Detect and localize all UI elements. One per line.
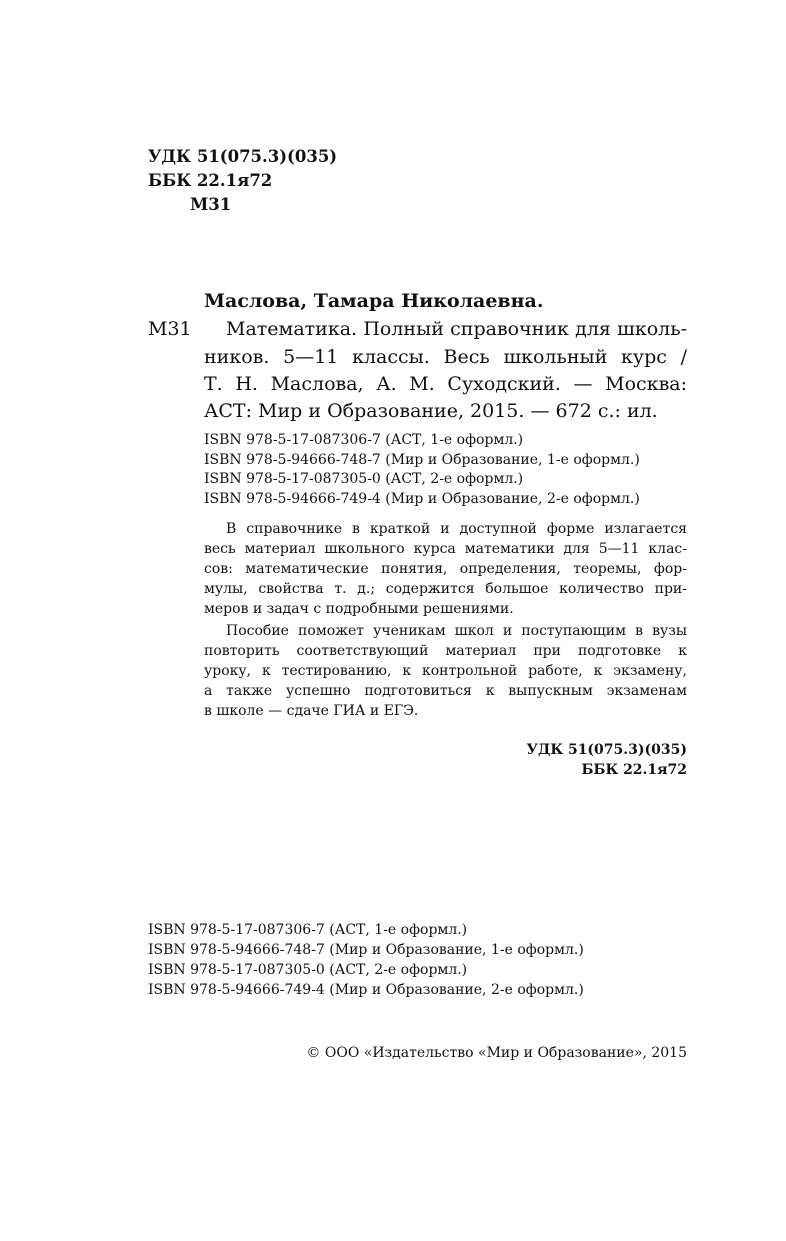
bottom-isbn: ISBN 978-5-17-087305-0 (АСТ, 2-е оформл.) [148, 962, 468, 978]
record-title-line: Т. Н. Маслова, А. М. Суходский. — Москва: [204, 373, 687, 395]
record-isbn: ISBN 978-5-17-087305-0 (АСТ, 2-е оформл.) [204, 471, 524, 487]
abstract-line: в школе — сдаче ГИА и ЕГЭ. [204, 703, 419, 719]
abstract-line: повторить соответствующий материал при подготовке к [204, 643, 687, 659]
bottom-isbn: ISBN 978-5-17-087306-7 (АСТ, 1-е оформл.) [148, 922, 468, 938]
record-isbn: ISBN 978-5-94666-748-7 (Мир и Образование, 1-е оформл.) [204, 452, 640, 468]
abstract-line: В справочнике в краткой и доступной форме излагается [226, 521, 687, 537]
record-udk: УДК 51(075.3)(035) [526, 742, 687, 758]
record-author: Маслова, Тамара Николаевна. [204, 290, 544, 312]
top-bbk: ББК 22.1я72 [148, 171, 273, 190]
bottom-isbn: ISBN 978-5-94666-749-4 (Мир и Образование, 2-е оформл.) [148, 982, 584, 998]
abstract-line: сов: математические понятия, определения, теоремы, фор- [204, 561, 687, 577]
top-udk: УДК 51(075.3)(035) [148, 147, 338, 166]
record-isbn: ISBN 978-5-94666-749-4 (Мир и Образование, 2-е оформл.) [204, 491, 640, 507]
record-author-mark: М31 [148, 318, 192, 340]
abstract-line: а также успешно подготовиться к выпускным экзаменам [204, 683, 687, 699]
abstract-line: мулы, свойства т. д.; содержится большое количество при- [204, 581, 687, 597]
bottom-isbn: ISBN 978-5-94666-748-7 (Мир и Образование, 1-е оформл.) [148, 942, 584, 958]
abstract-line: уроку, к тестированию, к контрольной работе, к экзамену, [204, 663, 687, 679]
copyright: © ООО «Издательство «Мир и Образование», 2015 [306, 1045, 687, 1061]
abstract-line: весь материал школьного курса математики для 5—11 клас- [204, 541, 687, 557]
abstract-line: меров и задач с подробными решениями. [204, 601, 514, 617]
record-bbk: ББК 22.1я72 [581, 762, 687, 778]
record-title-line: ников. 5—11 классы. Весь школьный курс / [204, 346, 687, 368]
top-author-mark: М31 [190, 195, 232, 214]
abstract-line: Пособие поможет ученикам школ и поступающим в вузы [226, 623, 687, 639]
record-isbn: ISBN 978-5-17-087306-7 (АСТ, 1-е оформл.) [204, 432, 524, 448]
record-title-line: АСТ: Мир и Образование, 2015. — 672 с.: ил. [204, 400, 658, 422]
record-title-line: Математика. Полный справочник для школь- [226, 318, 687, 340]
